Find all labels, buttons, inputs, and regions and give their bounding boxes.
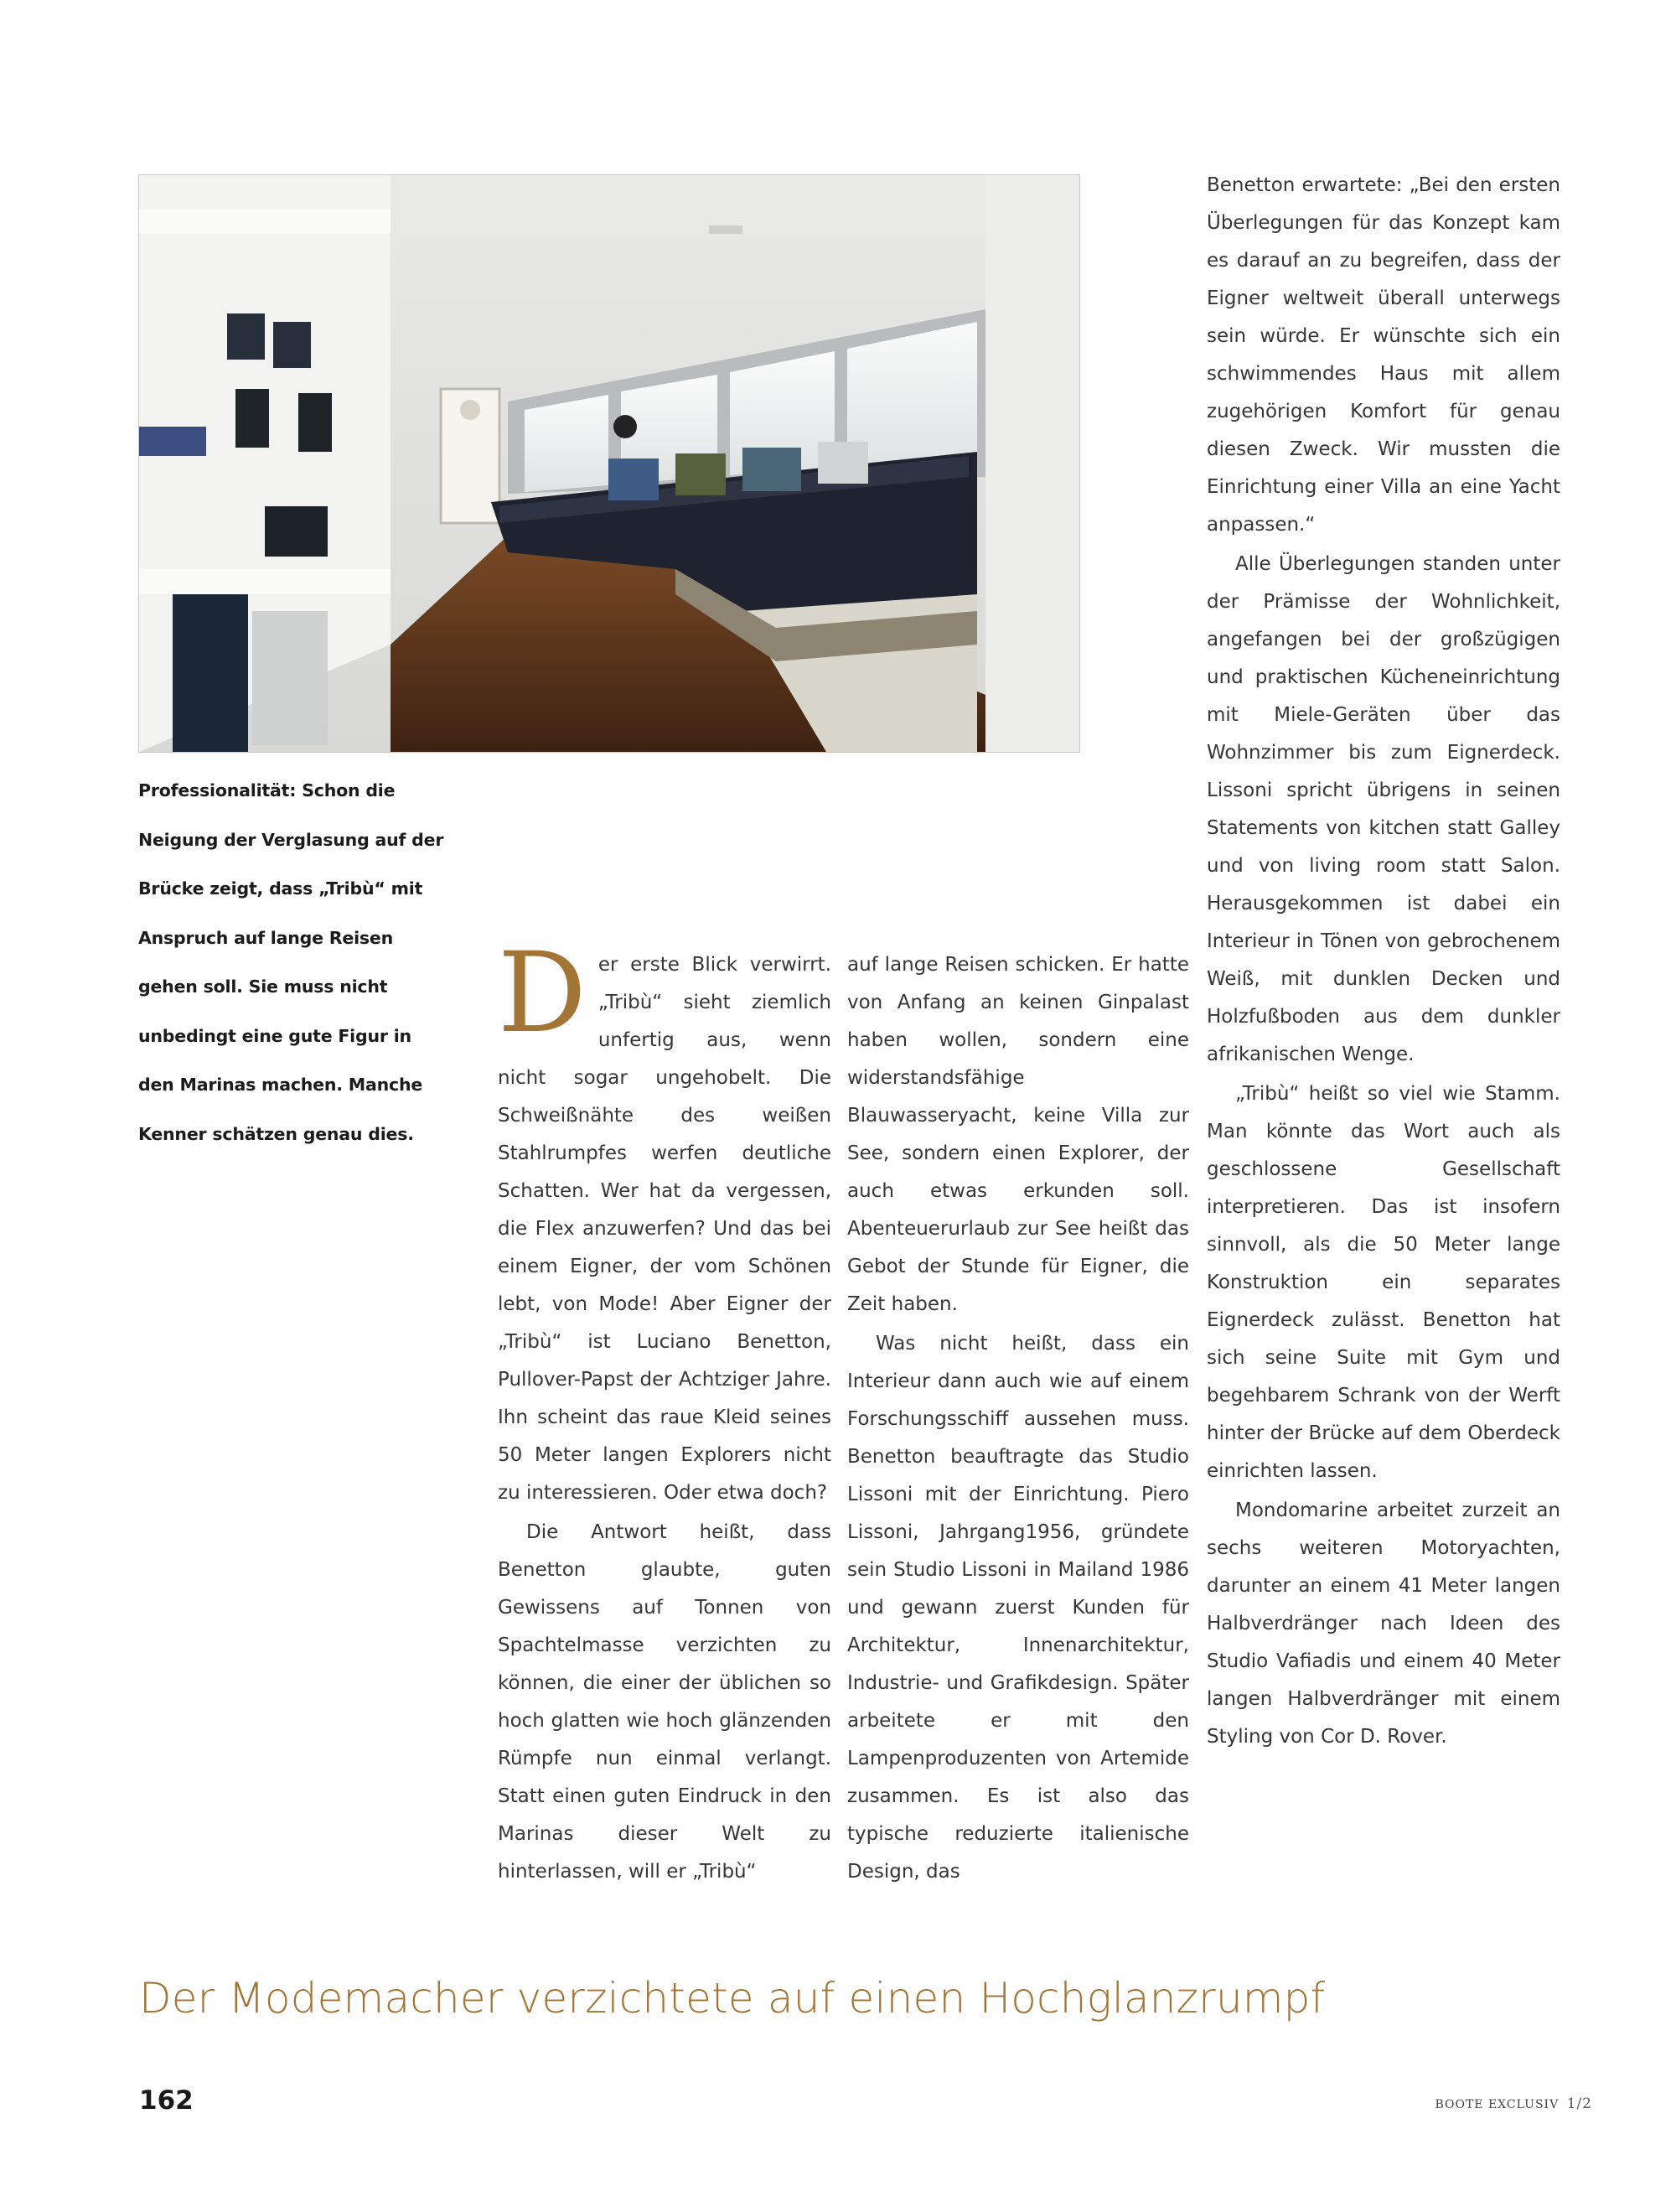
article-column-1 — [498, 929, 831, 1891]
footer-page-mark: 1/2 — [1566, 2095, 1592, 2112]
page-number: 162 — [139, 2085, 194, 2116]
article-paragraph: Alle Überlegungen standen unter der Prämisse der Wohnlichkeit, angefangen bei der großzügigen und praktischen Kücheneinrichtung mit Miele-Geräten über das Wohnzimmer bis zum Eignerdeck. Lissoni spricht übrigens in seinen Statements von kitchen statt Galley und von living room statt Salon. Herausgekommen ist dabei ein Interieur in Tönen von gebrochenem Weiß, mit dunklen Decken und Holzfußboden aus dem dunkler afrikanischen Wenge. — [1207, 553, 1560, 1065]
article-paragraph: Mondomarine arbeitet zurzeit an sechs weiteren Motoryachten, darunter an einem 41 Meter langen Halbverdränger nach Ideen des Studio Vafiadis und einem 40 Meter langen Halbverdränger mit einem Styling von Cor D. Rover. — [1207, 1500, 1560, 1748]
article-headline: Der Modemacher verzichtete auf einen Hochglanzrumpf — [139, 1974, 1326, 2023]
drop-cap: D — [498, 929, 587, 1058]
article-paragraph: auf lange Reisen schicken. Er hatte von Anfang an keinen Ginpalast haben wollen, sondern eine widerstandsfähige Blauwasseryacht, keine Villa zur See, sondern einen Explorer, der auch etwas erkunden soll. Abenteuerurlaub zur See heißt das Gebot der Stunde für Eigner, die Zeit haben. — [847, 954, 1189, 1315]
magazine-footer — [1435, 2095, 1592, 2112]
article-paragraph: Benetton erwartete: „Bei den ersten Überlegungen für das Konzept kam es darauf an zu begreifen, dass der Eigner weltweit überall unterwegs sein würde. Er wünschte sich ein schwimmendes Haus mit allem zugehörigen Komfort für genau diesen Zweck. Wir mussten die Einrichtung einer Villa an eine Yacht anpassen.“ — [1207, 174, 1560, 536]
article-column-2 — [847, 946, 1189, 1891]
bridge-illustration — [139, 175, 1079, 752]
article-paragraph: Die Antwort heißt, dass Benetton glaubte, guten Gewissens auf Tonnen von Spachtelmasse verzichten zu können, die einer der üblichen so hoch glatten wie hoch glänzenden Rümpfe nun einmal verlangt. Statt einen guten Eindruck in den Marinas dieser Welt zu hinterlassen, will er „Tribù“ — [498, 1521, 831, 1883]
photo-caption: Professionalität: Schon die Neigung der Verglasung auf der Brücke zeigt, dass „Tribù“ mit Anspruch auf lange Reisen gehen soll. Sie muss nicht unbedingt eine gute Figur in den Marinas machen. Manche Kenner schätzen genau dies. — [138, 780, 444, 1144]
yacht-bridge-photo — [138, 174, 1080, 753]
article-column-3 — [1207, 167, 1560, 1756]
article-paragraph: Was nicht heißt, dass ein Interieur dann auch wie auf einem Forschungsschiff aussehen muss. Benetton beauftragte das Studio Lissoni mit der Einrichtung. Piero Lissoni, Jahrgang1956, gründete sein Studio Lissoni in Mailand 1986 und gewann zuerst Kunden für Architektur, Innenarchitektur, Industrie- und Grafikdesign. Später arbeitete er mit den Lampenproduzenten von Artemide zusammen. Es ist also das typische reduzierte italienische Design, das — [847, 1333, 1189, 1883]
magazine-name: BOOTE EXCLUSIV — [1435, 2098, 1560, 2111]
article-paragraph: „Tribù“ heißt so viel wie Stamm. Man könnte das Wort auch als geschlossene Gesellschaft interpretieren. Das ist insofern sinnvoll, als die 50 Meter lange Konstruktion ein separates Eignerdeck zulässt. Benetton hat sich seine Suite mit Gym und begehbarem Schrank von der Werft hinter der Brücke auf dem Oberdeck einrichten lassen. — [1207, 1083, 1560, 1482]
article-paragraph: er erste Blick verwirrt. „Tribù“ sieht ziemlich unfertig aus, wenn nicht sogar ungehobelt. Die Schweißnähte des weißen Stahlrumpfes werfen deutliche Schatten. Wer hat da vergessen, die Flex anzuwerfen? Und das bei einem Eigner, der vom Schönen lebt, von Mode! Aber Eigner der „Tribù“ ist Luciano Benetton, Pullover-Papst der Achtziger Jahre. Ihn scheint das raue Kleid seines 50 Meter langen Explorers nicht zu interessieren. Oder etwa doch? — [498, 954, 831, 1504]
